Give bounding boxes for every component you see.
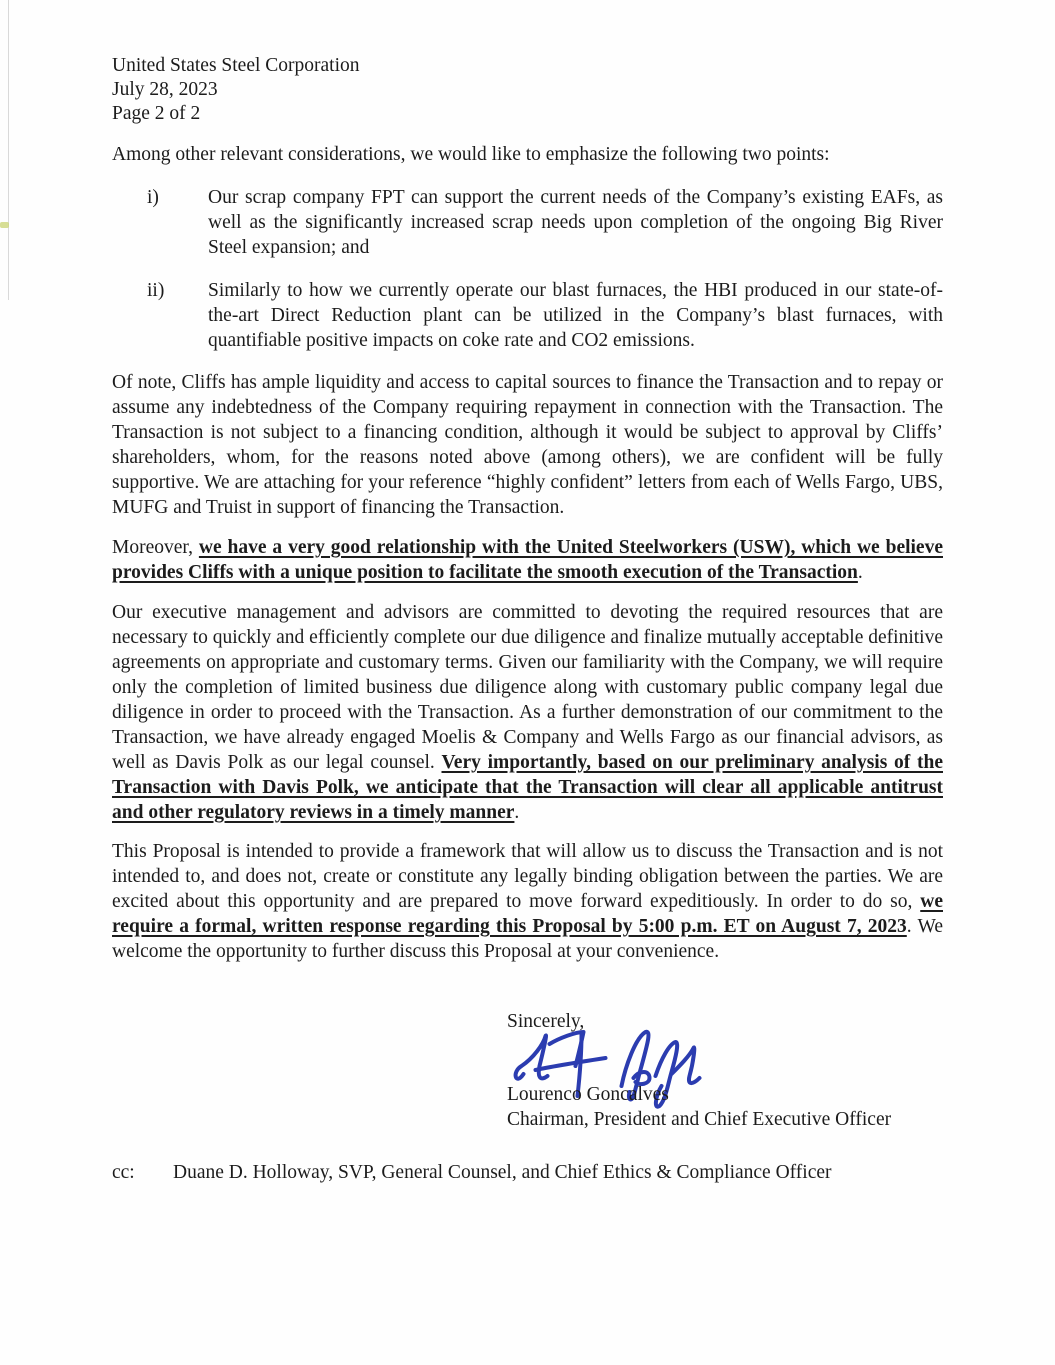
body-text: . <box>857 562 863 583</box>
list-marker: ii) <box>147 280 165 301</box>
list-marker: i) <box>147 187 159 208</box>
body-text: Our executive management and advisors are committed to devoting the required resources that are necessary to quickly and efficiently complete our due diligence and finalize mutually acceptable definitive agreements on appropriate and customary terms. Given our familiarity with the Company, we will require only the completion of limited business due diligence along with customary public company legal due diligence in order to proceed with the Transaction. As a further demonstration of our commitment to the Transaction, we have already engaged Moelis & Company and Wells Fargo as our financial advisors, as well as Davis Polk as our legal counsel. <box>112 602 943 773</box>
body-text: This Proposal is intended to provide a framework that will allow us to discuss the Transaction and is not intended to, and does not, create or constitute any legally binding obligation between the parties. We are excited about this opportunity and are prepared to move forward expeditiously. In order to do so, <box>112 841 943 912</box>
closing-line: Sincerely, <box>507 1011 585 1032</box>
paragraph-financing <box>112 370 943 520</box>
body-text: . <box>514 802 520 823</box>
emphasized-text: we have a very good relationship with the United Steelworkers (USW), which we believe provides Cliffs with a unique position to facilitate the smooth execution of the Transaction <box>112 537 943 583</box>
signer-title: Chairman, President and Chief Executive Officer <box>507 1109 892 1130</box>
paragraph-diligence <box>112 600 943 825</box>
body-text: Moreover, <box>112 537 199 558</box>
paragraph-usw <box>112 535 943 585</box>
paragraph-proposal <box>112 839 943 964</box>
cc-label: cc: <box>112 1162 135 1183</box>
list-item-i <box>112 185 943 260</box>
recipient-company: United States Steel Corporation <box>112 55 360 76</box>
scan-mark-artifact <box>0 222 9 228</box>
body-text: . We welcome the opportunity to further discuss this Proposal at your convenience. <box>112 916 943 962</box>
cc-recipient: Duane D. Holloway, SVP, General Counsel, and Chief Ethics & Compliance Officer <box>173 1162 832 1183</box>
list-item-text: Similarly to how we currently operate our blast furnaces, the HBI produced in our state-of-the-art Direct Reduction plant can be utilized in the Company’s blast furnaces, with quantifiable positive impacts on coke rate and CO2 emissions. <box>208 280 943 351</box>
letter-header <box>112 54 943 126</box>
cc-row <box>112 1160 943 1185</box>
scan-edge-artifact <box>8 0 9 300</box>
page-number: Page 2 of 2 <box>112 103 201 124</box>
emphasized-text: Very importantly, based on our preliminary analysis of the Transaction with Davis Polk, we anticipate that the Transaction will clear all applicable antitrust and other regulatory reviews in a timely manner <box>112 752 943 823</box>
letter-date: July 28, 2023 <box>112 79 218 100</box>
list-item-text: Our scrap company FPT can support the current needs of the Company’s existing EAFs, as well as the significantly increased scrap needs upon completion of the ongoing Big River Steel expansion; and <box>208 187 943 258</box>
emphasized-text: we require a formal, written response regarding this Proposal by 5:00 p.m. ET on August 7, 2023 <box>112 891 943 937</box>
points-list <box>112 185 943 353</box>
intro-paragraph: Among other relevant considerations, we would like to emphasize the following two points: <box>112 144 830 165</box>
signer-name: Lourenco Goncalves <box>507 1084 669 1105</box>
list-item-ii <box>112 278 943 353</box>
signature-block <box>507 1009 943 1132</box>
body-text: Of note, Cliffs has ample liquidity and access to capital sources to finance the Transaction and to repay or assume any indebtedness of the Company requiring repayment in connection with the Transaction. The Transaction is not subject to a financing condition, although it would be subject to approval by Cliffs’ shareholders, whom, for the reasons noted above (among others), we are confident will be fully supportive. We are attaching for your reference “highly confident” letters from each of Wells Fargo, UBS, MUFG and Truist in support of financing the Transaction. <box>112 372 943 518</box>
